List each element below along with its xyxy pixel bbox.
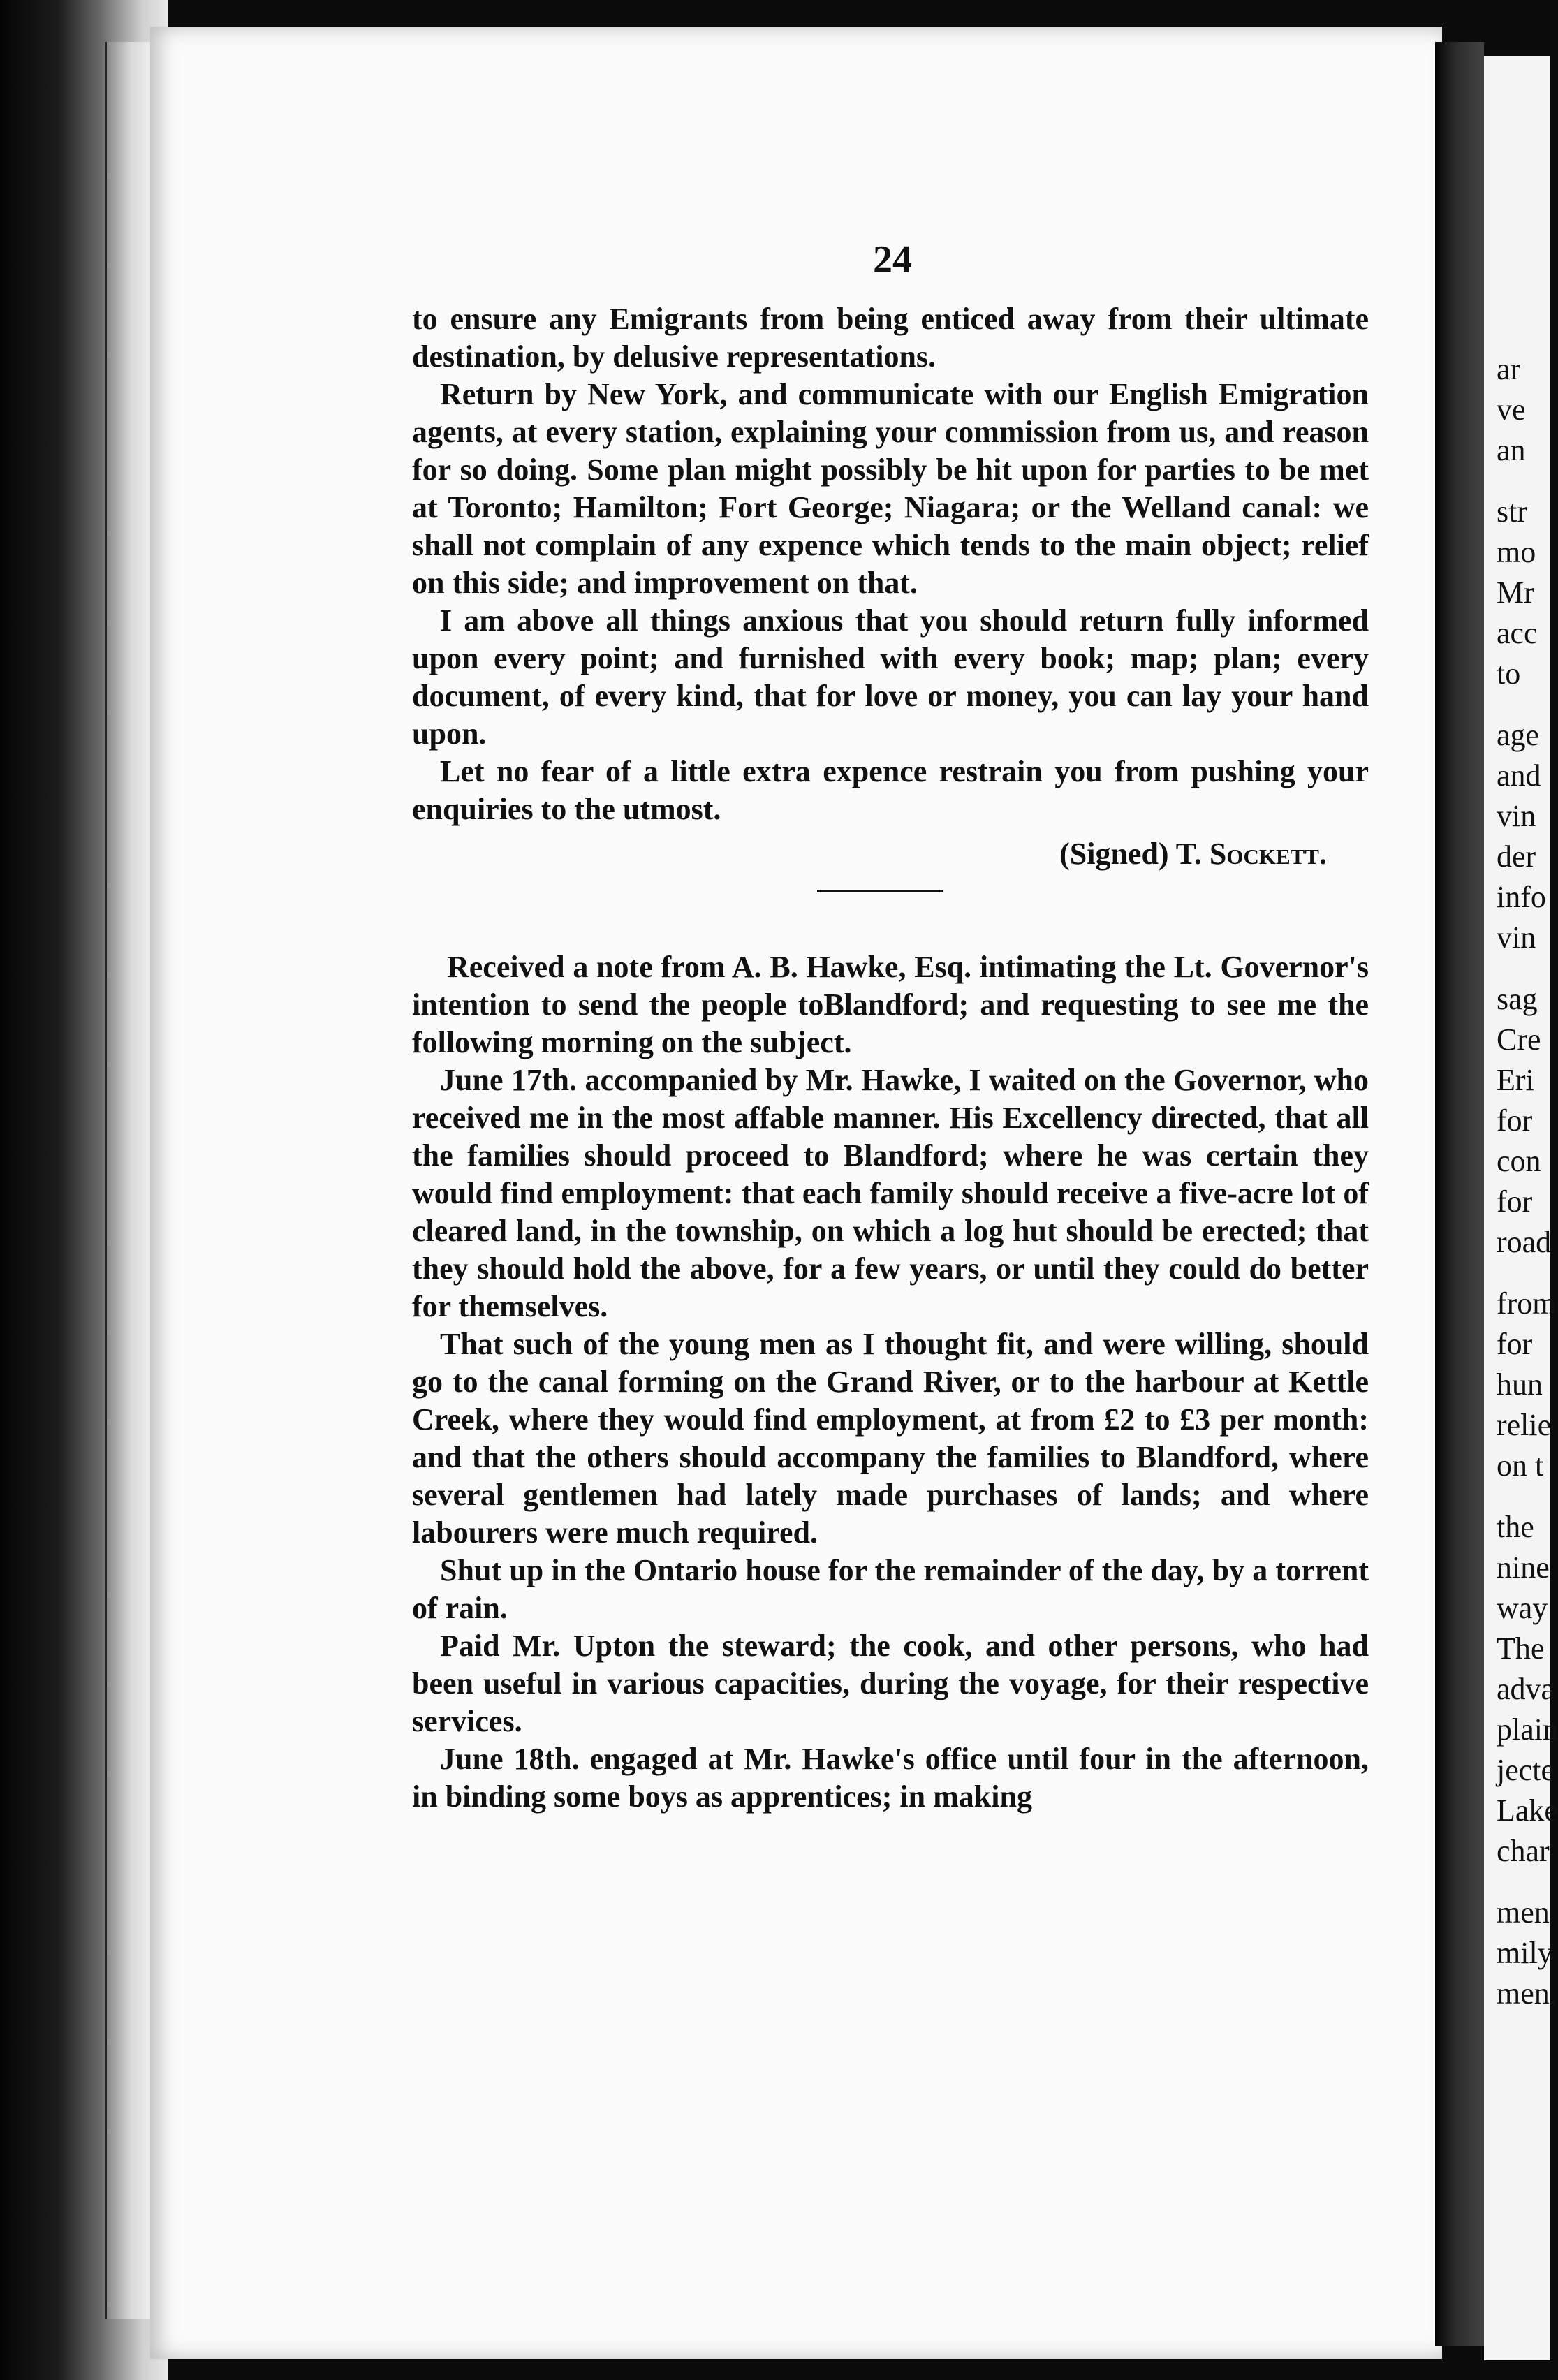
facing-page-fragment: char (1497, 1834, 1550, 1868)
facing-page-fragment: for (1497, 1327, 1533, 1361)
facing-page-fragment: way (1497, 1591, 1548, 1625)
facing-page-fragment: on t (1497, 1448, 1544, 1483)
journal-paragraph: Received a note from A. B. Hawke, Esq. intimating the Lt. Governor's intention to send the people toBlandford; and requesting to see me the following morning on the subject. (412, 950, 1369, 1059)
letter-paragraph: Return by New York, and communicate with our English Emigration agents, at every station, explaining your commission from us, and reason for so doing. Some plan might possibly be hit upon for parties to be met at Toronto; Hamilton; Fort George; Niagara; or the Welland canal: we shall not complain of any expence which tends to the main object; relief on this side; and improvement on that. (412, 377, 1369, 600)
facing-page-fragment: der (1497, 839, 1536, 874)
facing-page-fragment: ar (1497, 352, 1521, 386)
facing-page-fragment: plain (1497, 1712, 1558, 1747)
signature-line (412, 835, 1369, 873)
facing-page-edge (1484, 56, 1558, 2360)
facing-page-fragment: for (1497, 1184, 1533, 1219)
facing-page-fragment: road (1497, 1225, 1552, 1259)
facing-page-fragment: con (1497, 1144, 1541, 1178)
facing-page-fragment: adva (1497, 1672, 1555, 1706)
book-binding-edge (0, 0, 168, 2380)
journal-paragraph: Paid Mr. Upton the steward; the cook, and other persons, who had been useful in various capacities, during the voyage, for their respective services. (412, 1629, 1369, 1738)
facing-page-fragment: men (1497, 1895, 1550, 1930)
facing-page-fragment: and (1497, 758, 1541, 793)
facing-page-fragment: an (1497, 433, 1526, 467)
facing-page-fragment: men, (1497, 1976, 1557, 2011)
section-divider (817, 890, 943, 892)
facing-page-fragment: Cre (1497, 1022, 1541, 1057)
journal-paragraph: June 18th. engaged at Mr. Hawke's office until four in the afternoon, in binding some boys as apprentices; in making (412, 1742, 1369, 1814)
page-number: 24 (873, 238, 912, 281)
facing-page-fragment: Mr (1497, 575, 1534, 610)
facing-page-fragment: sag (1497, 982, 1538, 1016)
letter-section (412, 300, 1369, 873)
facing-page-fragment: acc (1497, 616, 1538, 650)
letter-paragraph: Let no fear of a little extra expence restrain you from pushing your enquiries to the utmost. (412, 754, 1369, 826)
facing-page-fragment: nine (1497, 1550, 1550, 1585)
facing-page-fragment: jecte (1497, 1753, 1555, 1787)
facing-page-fragment: vin (1497, 920, 1536, 955)
page-body (412, 300, 1369, 1816)
facing-page-fragment: age (1497, 718, 1540, 752)
facing-page-fragment: for (1497, 1103, 1533, 1138)
letter-paragraph: I am above all things anxious that you should return fully informed upon every point; and furnished with every book; map; plan; every document, of every kind, that for love or money, you can lay your hand upon. (412, 603, 1369, 751)
facing-page-fragment: Lake (1497, 1793, 1558, 1828)
book-gutter (1435, 42, 1484, 2346)
facing-page-fragment: Eri (1497, 1063, 1534, 1097)
facing-page-fragment: info (1497, 880, 1546, 914)
facing-page-fragment: relie (1497, 1408, 1552, 1442)
journal-section (412, 948, 1369, 1816)
facing-page-fragment: hun (1497, 1367, 1543, 1402)
journal-paragraph: That such of the young men as I thought fit, and were willing, should go to the canal forming on the Grand River, or to the harbour at Kettle Creek, where they would find employment, at from £2 to £3 per month: and that the others should accompany the families to Blandford, where several gentlemen had lately made purchases of lands; and where labourers were much required. (412, 1327, 1369, 1550)
signature-name: Sockett. (1209, 837, 1327, 871)
facing-page-fragment: str (1497, 494, 1527, 529)
signature-prefix: (Signed) T. (1059, 837, 1202, 871)
journal-paragraph: Shut up in the Ontario house for the remainder of the day, by a torrent of rain. (412, 1553, 1369, 1625)
facing-page-fragment: to (1497, 656, 1521, 691)
letter-paragraph: to ensure any Emigrants from being enticed away from their ultimate destination, by delusive representations. (412, 302, 1369, 374)
page-fold (105, 42, 156, 2319)
facing-page-fragment: mily (1497, 1936, 1553, 1970)
journal-paragraph: June 17th. accompanied by Mr. Hawke, I waited on the Governor, who received me in the most affable manner. His Excellency directed, that all the families should proceed to Blandford; where he was certain they would find employment: that each family should receive a five-acre lot of cleared land, in the township, on which a log hut should be erected; that they should hold the above, for a few years, or until they could do better for themselves. (412, 1063, 1369, 1323)
facing-page-fragment: vin (1497, 799, 1536, 833)
facing-page-fragment: the (1497, 1510, 1534, 1544)
facing-page-fragment: The (1497, 1631, 1545, 1666)
facing-page-fragment: ve (1497, 392, 1526, 427)
facing-page-fragment: mo (1497, 535, 1536, 569)
facing-page-fragment: from (1497, 1286, 1557, 1321)
